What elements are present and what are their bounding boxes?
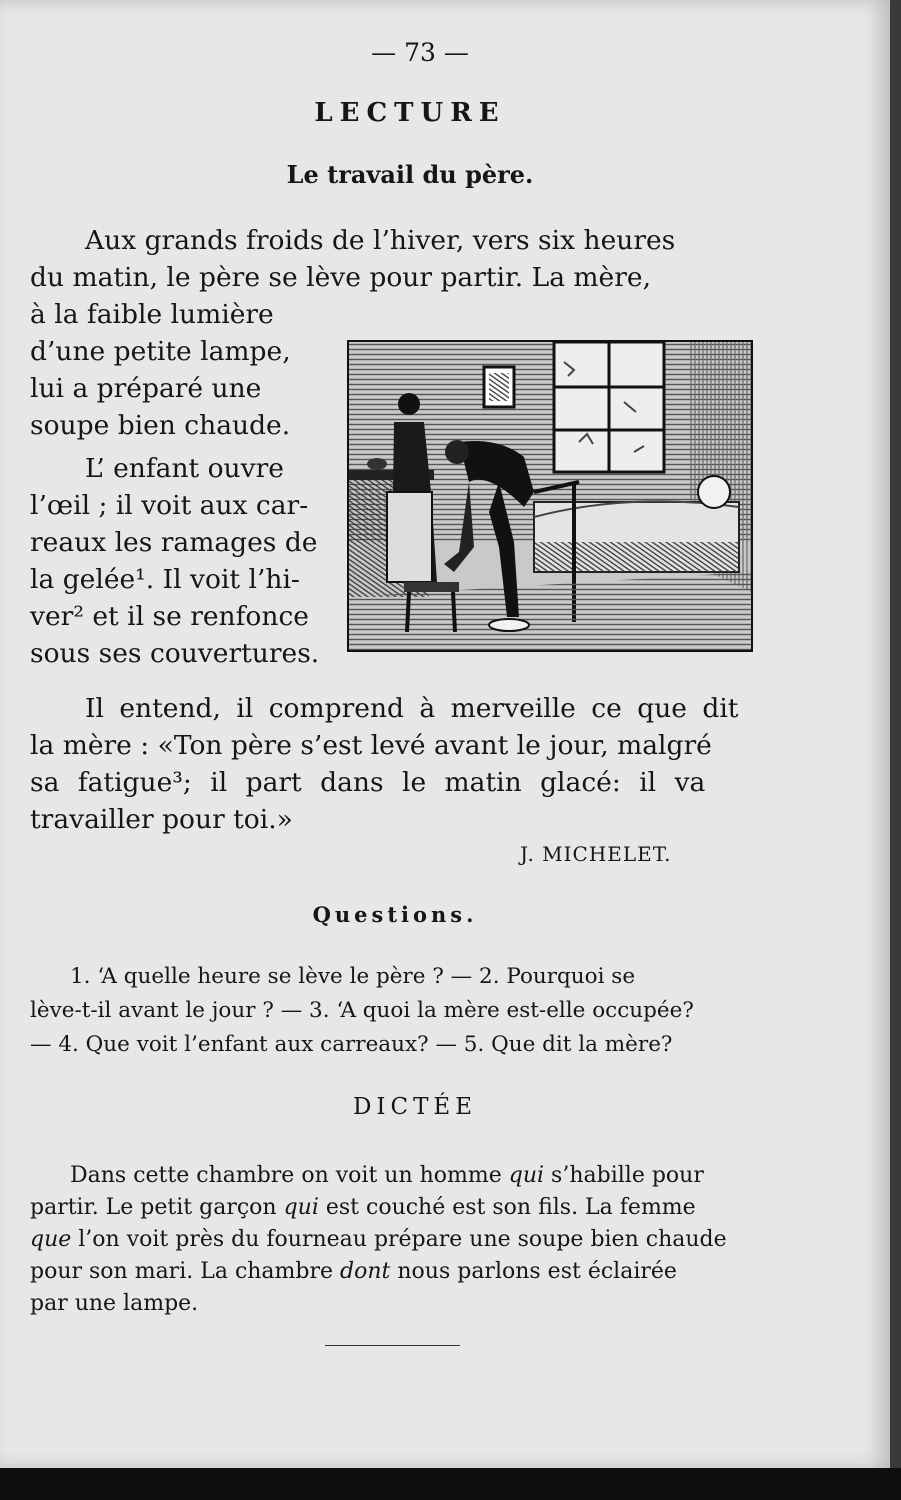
text-line: travailler pour toi.» [30, 804, 293, 835]
text-line: lui a préparé une [30, 373, 262, 404]
reading-paragraph-1-wrap [30, 296, 330, 444]
bedroom-scene-illustration [349, 342, 751, 650]
text-line: Aux grands froids de l’hiver, vers six heures [85, 225, 676, 256]
text-line: la gelée¹. Il voit l’hi- [30, 564, 300, 595]
scan-border [0, 1468, 901, 1500]
dictee-line: que l’on voit près du fourneau prépare une soupe bien chaude [30, 1227, 727, 1252]
questions-block [30, 960, 764, 1062]
author-attribution: J. MICHELET. [520, 842, 672, 866]
text-line: la mère : «Ton père s’est levé avant le jour, malgré [30, 730, 712, 761]
text-line: sa fatigue³; il part dans le matin glacé: il va [30, 767, 706, 798]
dictee-line: par une lampe. [30, 1291, 199, 1316]
emphasis-word: que [30, 1227, 72, 1252]
question-line: lève-t-il avant le jour ? — 3. ‘A quoi la mère est-elle occupée? [30, 998, 694, 1023]
text-line: à la faible lumière [30, 299, 274, 330]
section-divider [325, 1345, 460, 1346]
page-number: — 73 — [371, 38, 469, 67]
page-edge [890, 0, 901, 1468]
emphasis-word: qui [283, 1195, 319, 1220]
emphasis-word: qui [508, 1163, 545, 1188]
text-line: l’œil ; il voit aux car- [30, 490, 309, 521]
text-line: ver² et il se renfonce [30, 601, 309, 632]
question-line: — 4. Que voit l’enfant aux carreaux? — 5. Que dit la mère? [30, 1032, 673, 1057]
reading-title: Le travail du père. [286, 160, 534, 189]
question-line: 1. ‘A quelle heure se lève le père ? — 2. Pourquoi se [70, 964, 636, 989]
emphasis-word: dont [340, 1259, 391, 1284]
dictee-line: pour son mari. La chambre dont nous parlons est éclairée [30, 1259, 677, 1284]
dictee-heading: DICTÉE [352, 1094, 478, 1120]
reading-paragraph-3 [30, 690, 766, 838]
text-line: sous ses couvertures. [30, 638, 320, 669]
reading-paragraph-2 [30, 450, 330, 672]
text-line: soupe bien chaude. [30, 410, 291, 441]
section-title: LECTURE [314, 98, 506, 128]
questions-heading: Questions. [312, 902, 478, 927]
dictee-line: partir. Le petit garçon qui est couché est son fils. La femme [30, 1195, 696, 1220]
text-line: du matin, le père se lève pour partir. La mère, [30, 262, 652, 293]
text-line: Il entend, il comprend à merveille ce que dit [85, 693, 739, 724]
dictee-block [30, 1160, 764, 1320]
reading-paragraph-1 [30, 222, 766, 296]
text-line: L’ enfant ouvre [85, 453, 284, 484]
text-line: reaux les ramages de [30, 527, 318, 558]
dictee-line: Dans cette chambre on voit un homme qui s’habille pour [70, 1163, 704, 1188]
text-line: d’une petite lampe, [30, 336, 291, 367]
engraving-illustration [347, 340, 753, 652]
